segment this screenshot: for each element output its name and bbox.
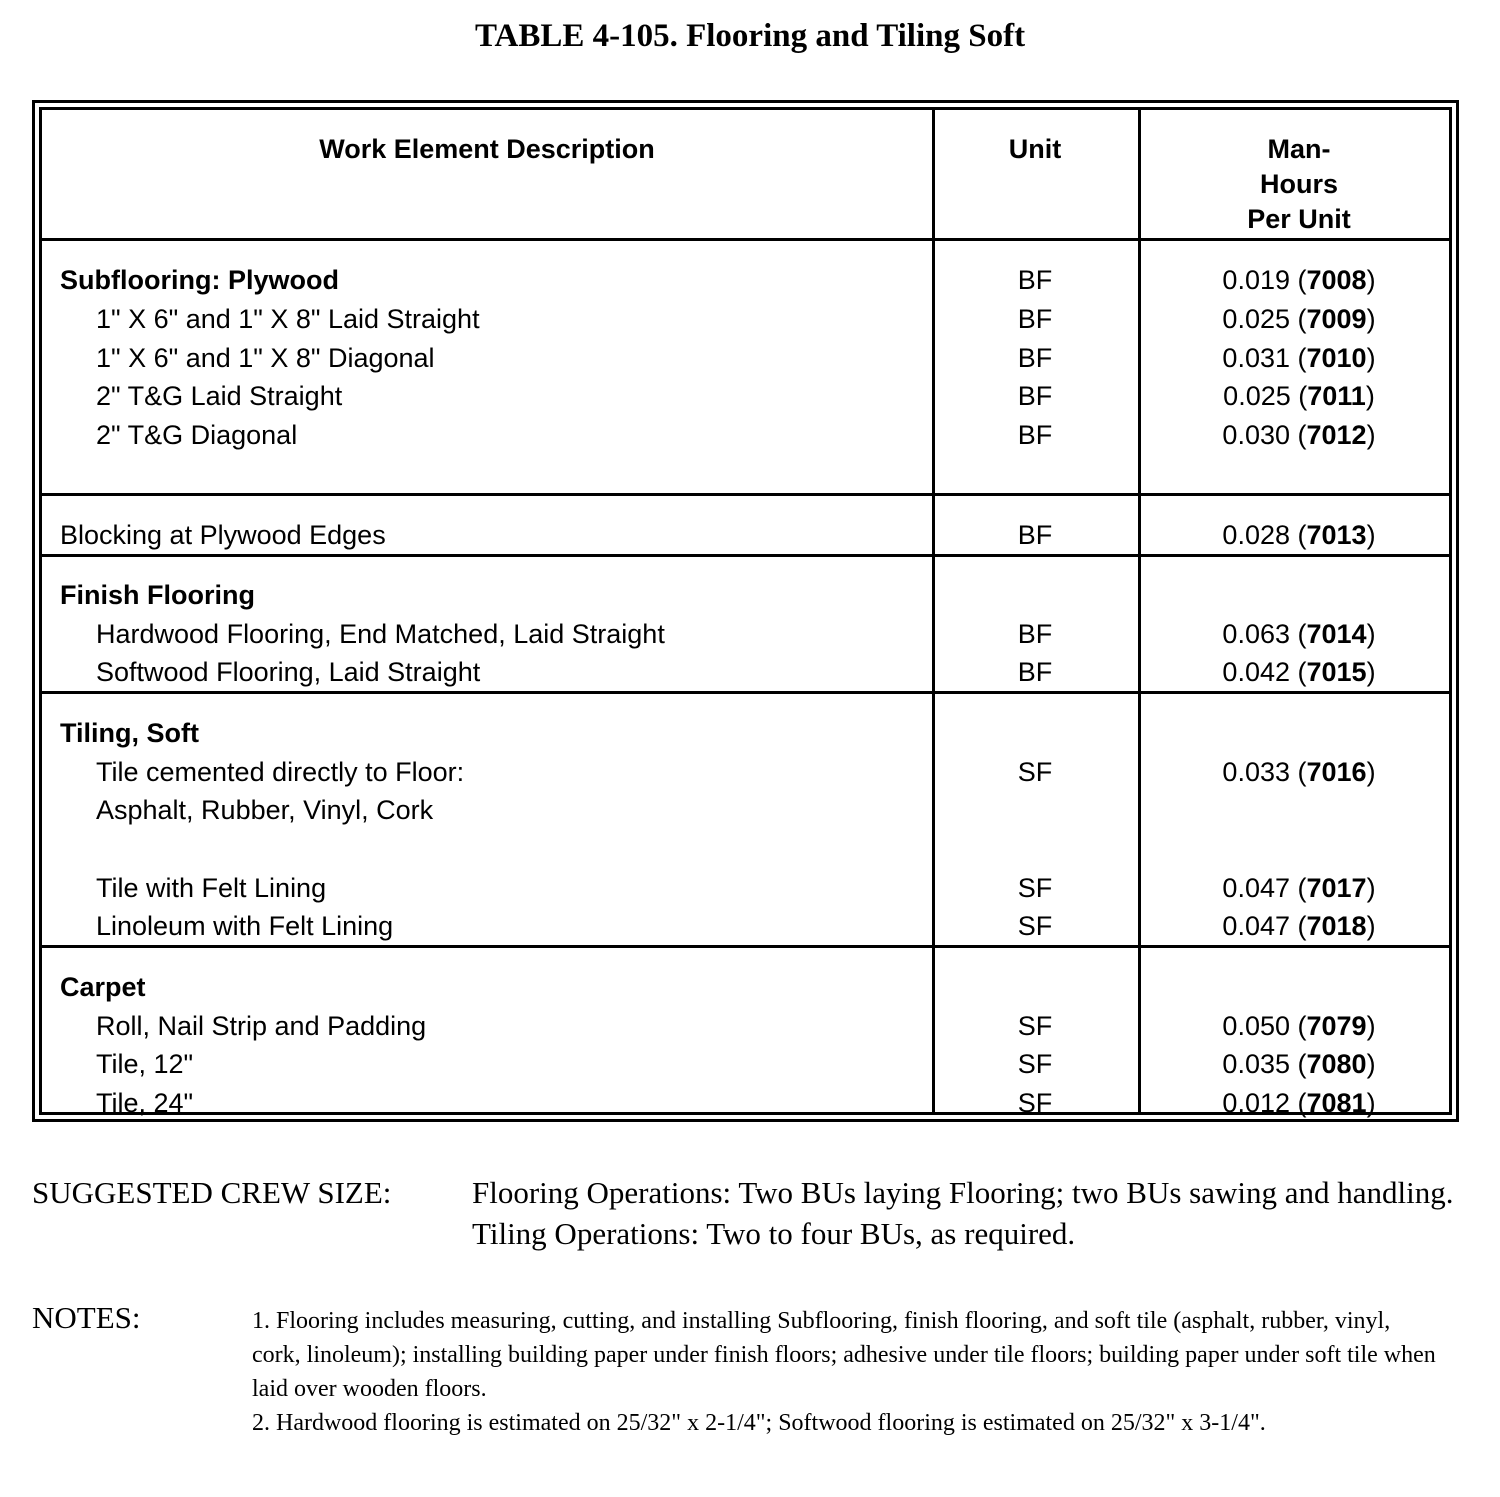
row-unit: BF [1017, 304, 1053, 334]
note-2: 2. Hardwood flooring is estimated on 25/32" x 2-1/4"; Softwood flooring is estimated on 25/32" x 3-1/4". [252, 1410, 1266, 1436]
table-row [42, 869, 1449, 908]
row-code: 7017 [1306, 873, 1367, 903]
row-description: Tile, 24" [96, 1088, 194, 1118]
row-code: 7014 [1306, 619, 1367, 649]
table-row [42, 416, 1449, 455]
row-unit: SF [1017, 911, 1053, 941]
row-code: 7079 [1306, 1011, 1367, 1041]
row-manhours: 0.063 (7014) [1222, 619, 1376, 649]
row-manhours: 0.019 (7008) [1222, 265, 1376, 295]
row-code: 7016 [1306, 757, 1367, 787]
row-code: 7012 [1306, 420, 1367, 450]
row-code: 7015 [1306, 657, 1367, 687]
row-description: 2" T&G Laid Straight [96, 381, 343, 411]
row-unit: BF [1017, 619, 1053, 649]
row-manhours: 0.047 (7017) [1222, 873, 1376, 903]
row-unit: BF [1017, 520, 1053, 550]
row-description: Subflooring: Plywood [60, 265, 339, 295]
row-description: Hardwood Flooring, End Matched, Laid Straight [96, 619, 665, 649]
row-unit: BF [1017, 343, 1053, 373]
row-description: Softwood Flooring, Laid Straight [96, 657, 481, 687]
row-unit: SF [1017, 873, 1053, 903]
row-description: Tile with Felt Lining [96, 873, 327, 903]
table-row [42, 714, 1449, 753]
header-manhours-line: Per Unit [1247, 204, 1351, 234]
table-row [42, 791, 1449, 830]
row-code: 7008 [1306, 265, 1367, 295]
table-row [42, 968, 1449, 1007]
row-code: 7009 [1306, 304, 1367, 334]
table-row [42, 615, 1449, 654]
table-row [42, 1045, 1449, 1084]
header-description: Work Element Description [319, 134, 655, 164]
section-heading: Tiling, Soft [60, 718, 199, 748]
row-manhours: 0.033 (7016) [1222, 757, 1376, 787]
row-unit: SF [1017, 1011, 1053, 1041]
row-unit: SF [1017, 757, 1053, 787]
table-row [42, 753, 1449, 792]
row-manhours: 0.047 (7018) [1222, 911, 1376, 941]
notes-body [252, 1304, 1442, 1440]
row-manhours: 0.050 (7079) [1222, 1011, 1376, 1041]
table-row [42, 576, 1449, 615]
row-description: 1" X 6" and 1" X 8" Diagonal [96, 343, 435, 373]
table-frame [32, 100, 1459, 1122]
table-row [42, 907, 1449, 946]
row-unit: SF [1017, 1088, 1053, 1118]
table-row [42, 377, 1449, 416]
crew-size-label: SUGGESTED CREW SIZE: [32, 1175, 392, 1210]
row-description: 1" X 6" and 1" X 8" Laid Straight [96, 304, 480, 334]
table-row [42, 261, 1449, 300]
row-unit: BF [1017, 420, 1053, 450]
table-row [42, 1084, 1449, 1123]
row-manhours: 0.035 (7080) [1222, 1049, 1376, 1079]
section-heading: Carpet [60, 972, 146, 1002]
row-description: 2" T&G Diagonal [96, 420, 298, 450]
header-manhours-line: Man- [1267, 134, 1331, 164]
row-manhours: 0.028 (7013) [1222, 520, 1376, 550]
note-1: 1. Flooring includes measuring, cutting, and installing Subflooring, finish flooring, and soft tile (asphalt, rubber, vinyl, cork, linoleum); installing building paper under finish floors; adhesive under tile floors; building paper under soft tile when laid over wooden floors. [252, 1308, 1436, 1402]
table-row [42, 516, 1449, 555]
row-code: 7011 [1307, 381, 1366, 411]
header-manhours-line: Hours [1259, 169, 1338, 199]
row-description: Blocking at Plywood Edges [60, 520, 386, 550]
row-description: Tile, 12" [96, 1049, 194, 1079]
row-unit: BF [1017, 381, 1053, 411]
header-unit: Unit [1008, 134, 1062, 164]
row-divider [42, 238, 1449, 241]
row-manhours: 0.012 (7081) [1222, 1088, 1376, 1118]
section-heading: Finish Flooring [60, 580, 255, 610]
row-description: Linoleum with Felt Lining [96, 911, 394, 941]
table [39, 107, 1452, 1118]
table-row [42, 1007, 1449, 1046]
table-title: TABLE 4-105. Flooring and Tiling Soft [474, 18, 1026, 54]
crew-size-text: Flooring Operations: Two BUs laying Flooring; two BUs sawing and handling. Tiling Operations: Two to four BUs, as required. [472, 1175, 1454, 1251]
row-divider [42, 493, 1449, 496]
row-manhours: 0.042 (7015) [1222, 657, 1376, 687]
row-unit: BF [1017, 265, 1053, 295]
row-description: Asphalt, Rubber, Vinyl, Cork [96, 795, 434, 825]
row-code: 7081 [1306, 1088, 1367, 1118]
row-manhours: 0.031 (7010) [1222, 343, 1376, 373]
row-description: Roll, Nail Strip and Padding [96, 1011, 427, 1041]
notes-label: NOTES: [32, 1300, 141, 1335]
row-code: 7013 [1306, 520, 1367, 550]
row-description: Tile cemented directly to Floor: [96, 757, 465, 787]
row-manhours: 0.030 (7012) [1222, 420, 1376, 450]
row-code: 7010 [1306, 343, 1367, 373]
row-code: 7018 [1306, 911, 1367, 941]
table-row [42, 653, 1449, 692]
table-row [42, 339, 1449, 378]
table-row [42, 300, 1449, 339]
header-manhours [1138, 132, 1460, 237]
row-manhours: 0.025 (7009) [1222, 304, 1376, 334]
row-manhours: 0.025 (7011) [1223, 381, 1375, 411]
row-unit: SF [1017, 1049, 1053, 1079]
row-code: 7080 [1306, 1049, 1367, 1079]
row-unit: BF [1017, 657, 1053, 687]
